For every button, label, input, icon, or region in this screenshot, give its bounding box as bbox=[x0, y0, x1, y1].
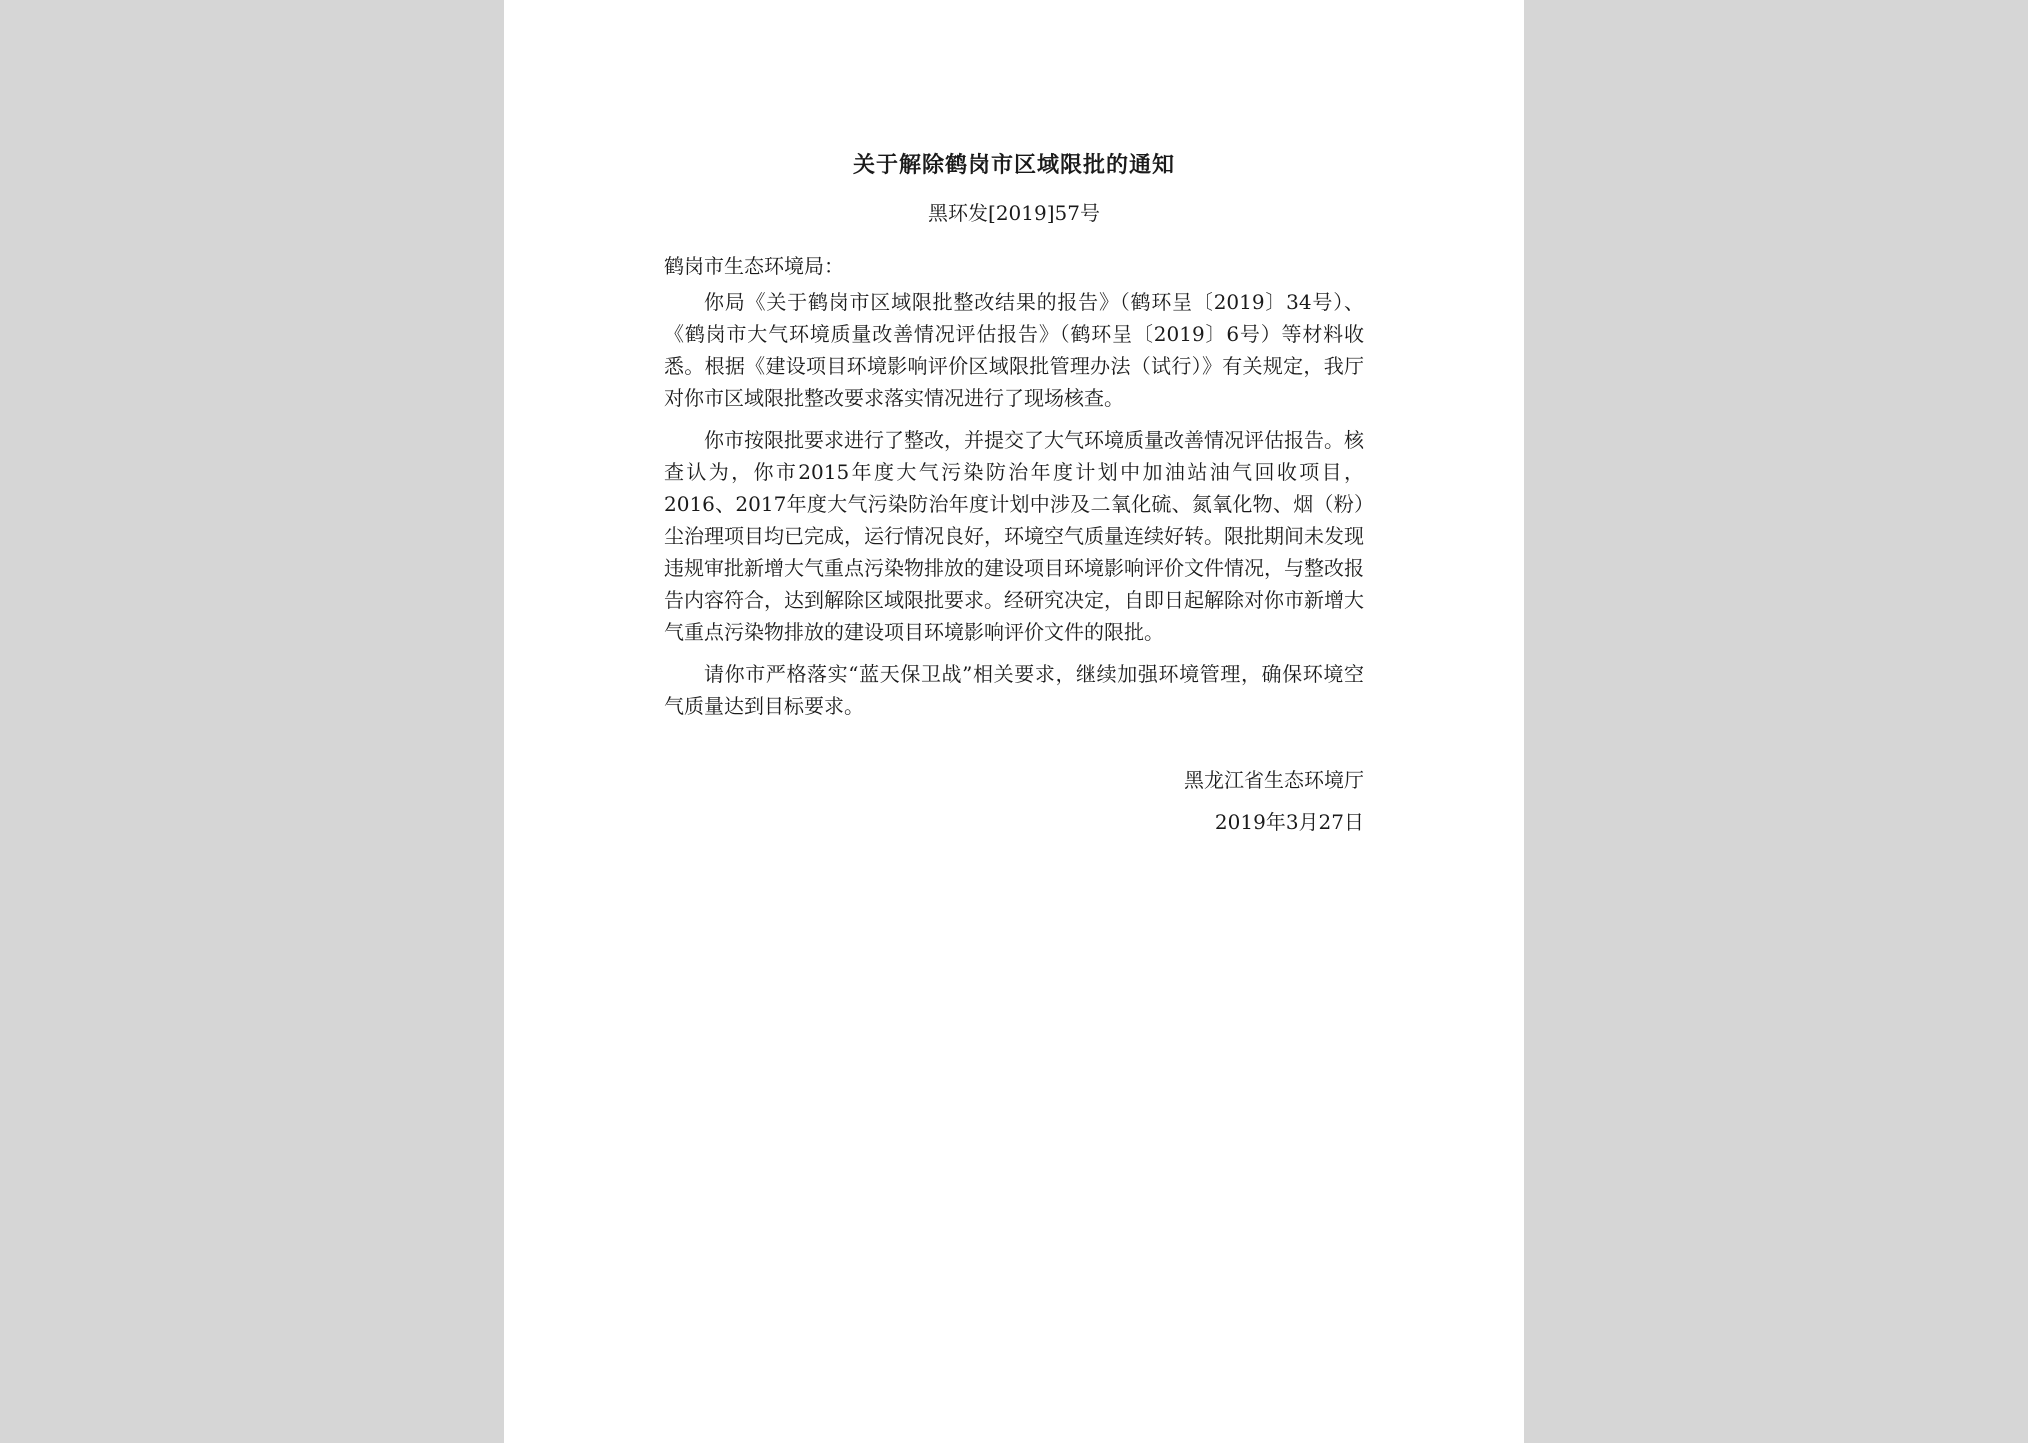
document-content bbox=[664, 150, 1364, 838]
issuer-signature: 黑龙江省生态环境厅 bbox=[1184, 768, 1364, 792]
document-number: 黑环发[2019]57号 bbox=[928, 201, 1100, 225]
salutation: 鹤岗市生态环境局： bbox=[664, 254, 844, 278]
document-page bbox=[504, 0, 1524, 1443]
body-paragraph: 你市按限批要求进行了整改，并提交了大气环境质量改善情况评估报告。核查认为，你市2015年度大气污染防治年度计划中加油站油气回收项目，2016、2017年度大气污染防治年度计划中涉及二氧化硫、氮氧化物、烟（粉）尘治理项目均已完成，运行情况良好，环境空气质量连续好转。限批期间未发现违规审批新增大气重点污染物排放的建设项目环境影响评价文件情况，与整改报告内容符合，达到解除区域限批要求。经研究决定，自即日起解除对你市新增大气重点污染物排放的建设项目环境影响评价文件的限批。 bbox=[664, 428, 1364, 644]
issue-date: 2019年3月27日 bbox=[1214, 810, 1364, 834]
body-paragraph: 你局《关于鹤岗市区域限批整改结果的报告》（鹤环呈〔2019〕34号）、《鹤岗市大气环境质量改善情况评估报告》（鹤环呈〔2019〕6号）等材料收悉。根据《建设项目环境影响评价区域限批管理办法（试行）》有关规定，我厅对你市区域限批整改要求落实情况进行了现场核查。 bbox=[664, 290, 1364, 410]
document-title: 关于解除鹤岗市区域限批的通知 bbox=[852, 152, 1175, 178]
body-paragraph: 请你市严格落实“蓝天保卫战”相关要求，继续加强环境管理，确保环境空气质量达到目标要求。 bbox=[664, 662, 1364, 718]
